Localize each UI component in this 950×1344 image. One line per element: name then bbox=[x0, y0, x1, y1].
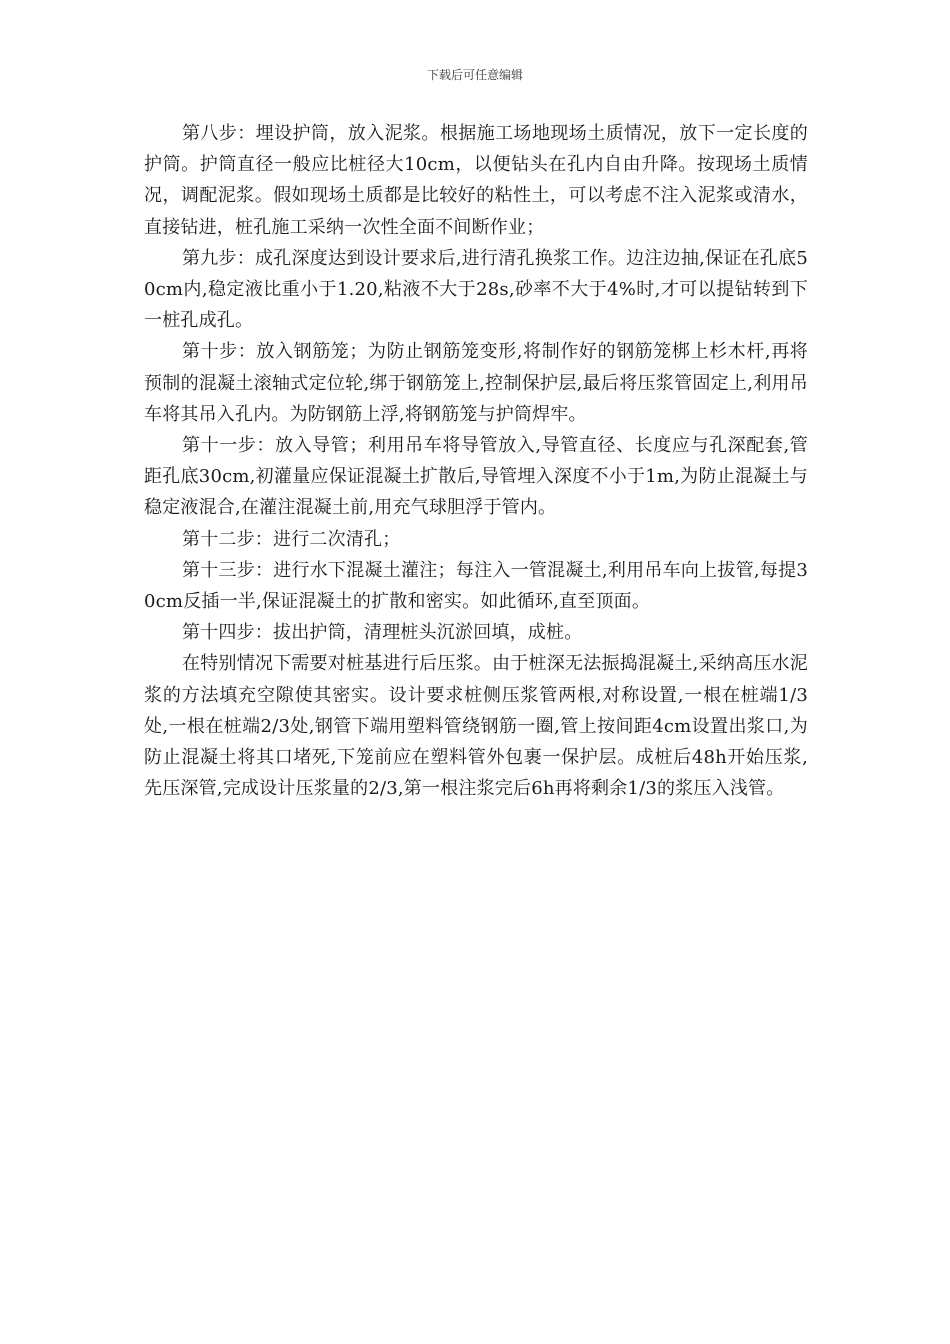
paragraph-step-11: 第十一步：放入导管；利用吊车将导管放入,导管直径、长度应与孔深配套,管距孔底30cm,初灌量应保证混凝土扩散后,导管埋入深度不小于1m,为防止混凝土与稳定液混合,在灌注混凝土前,用充气球胆浮于管内。 bbox=[144, 435, 808, 519]
paragraph-step-14: 第十四步：拔出护筒，清理桩头沉淤回填，成桩。 bbox=[182, 622, 583, 644]
paragraph-post-grouting: 在特别情况下需要对桩基进行后压浆。由于桩深无法振捣混凝土,采纳高压水泥浆的方法填充空隙使其密实。设计要求桩侧压浆管两根,对称设置,一根在桩端1/3处,一根在桩端2/3处,钢管下端用塑料管绕钢筋一圈,管上按间距4cm设置出浆口,为防止混凝土将其口堵死,下笼前应在塑料管外包裹一保护层。成桩后48h开始压浆,先压深管,完成设计压浆量的2/3,第一根注浆完后6h再将剩余1/3的浆压入浅管。 bbox=[144, 653, 808, 800]
paragraph-step-13: 第十三步：进行水下混凝土灌注；每注入一管混凝土,利用吊车向上拔管,每提30cm反插一半,保证混凝土的扩散和密实。如此循环,直至顶面。 bbox=[144, 559, 808, 613]
document-body bbox=[144, 118, 808, 804]
paragraph-step-12: 第十二步：进行二次清孔； bbox=[182, 528, 401, 550]
page-header: 下载后可任意编辑 bbox=[426, 68, 523, 82]
paragraph-step-10: 第十步：放入钢筋笼；为防止钢筋笼变形,将制作好的钢筋笼梆上杉木杆,再将预制的混凝土滚轴式定位轮,绑于钢筋笼上,控制保护层,最后将压浆管固定上,利用吊车将其吊入孔内。为防钢筋上浮,将钢筋笼与护筒焊牢。 bbox=[144, 341, 808, 425]
paragraph-step-8: 第八步：埋设护筒，放入泥浆。根据施工场地现场土质情况，放下一定长度的护筒。护筒直径一般应比桩径大10cm，以便钻头在孔内自由升降。按现场土质情况，调配泥浆。假如现场土质都是比较好的粘性土，可以考虑不注入泥浆或清水，直接钻进，桩孔施工采纳一次性全面不间断作业； bbox=[144, 123, 808, 238]
paragraph-step-9: 第九步：成孔深度达到设计要求后,进行清孔换浆工作。边注边抽,保证在孔底50cm内,稳定液比重小于1.20,粘液不大于28s,砂率不大于4%时,才可以提钻转到下一桩孔成孔。 bbox=[144, 247, 808, 332]
